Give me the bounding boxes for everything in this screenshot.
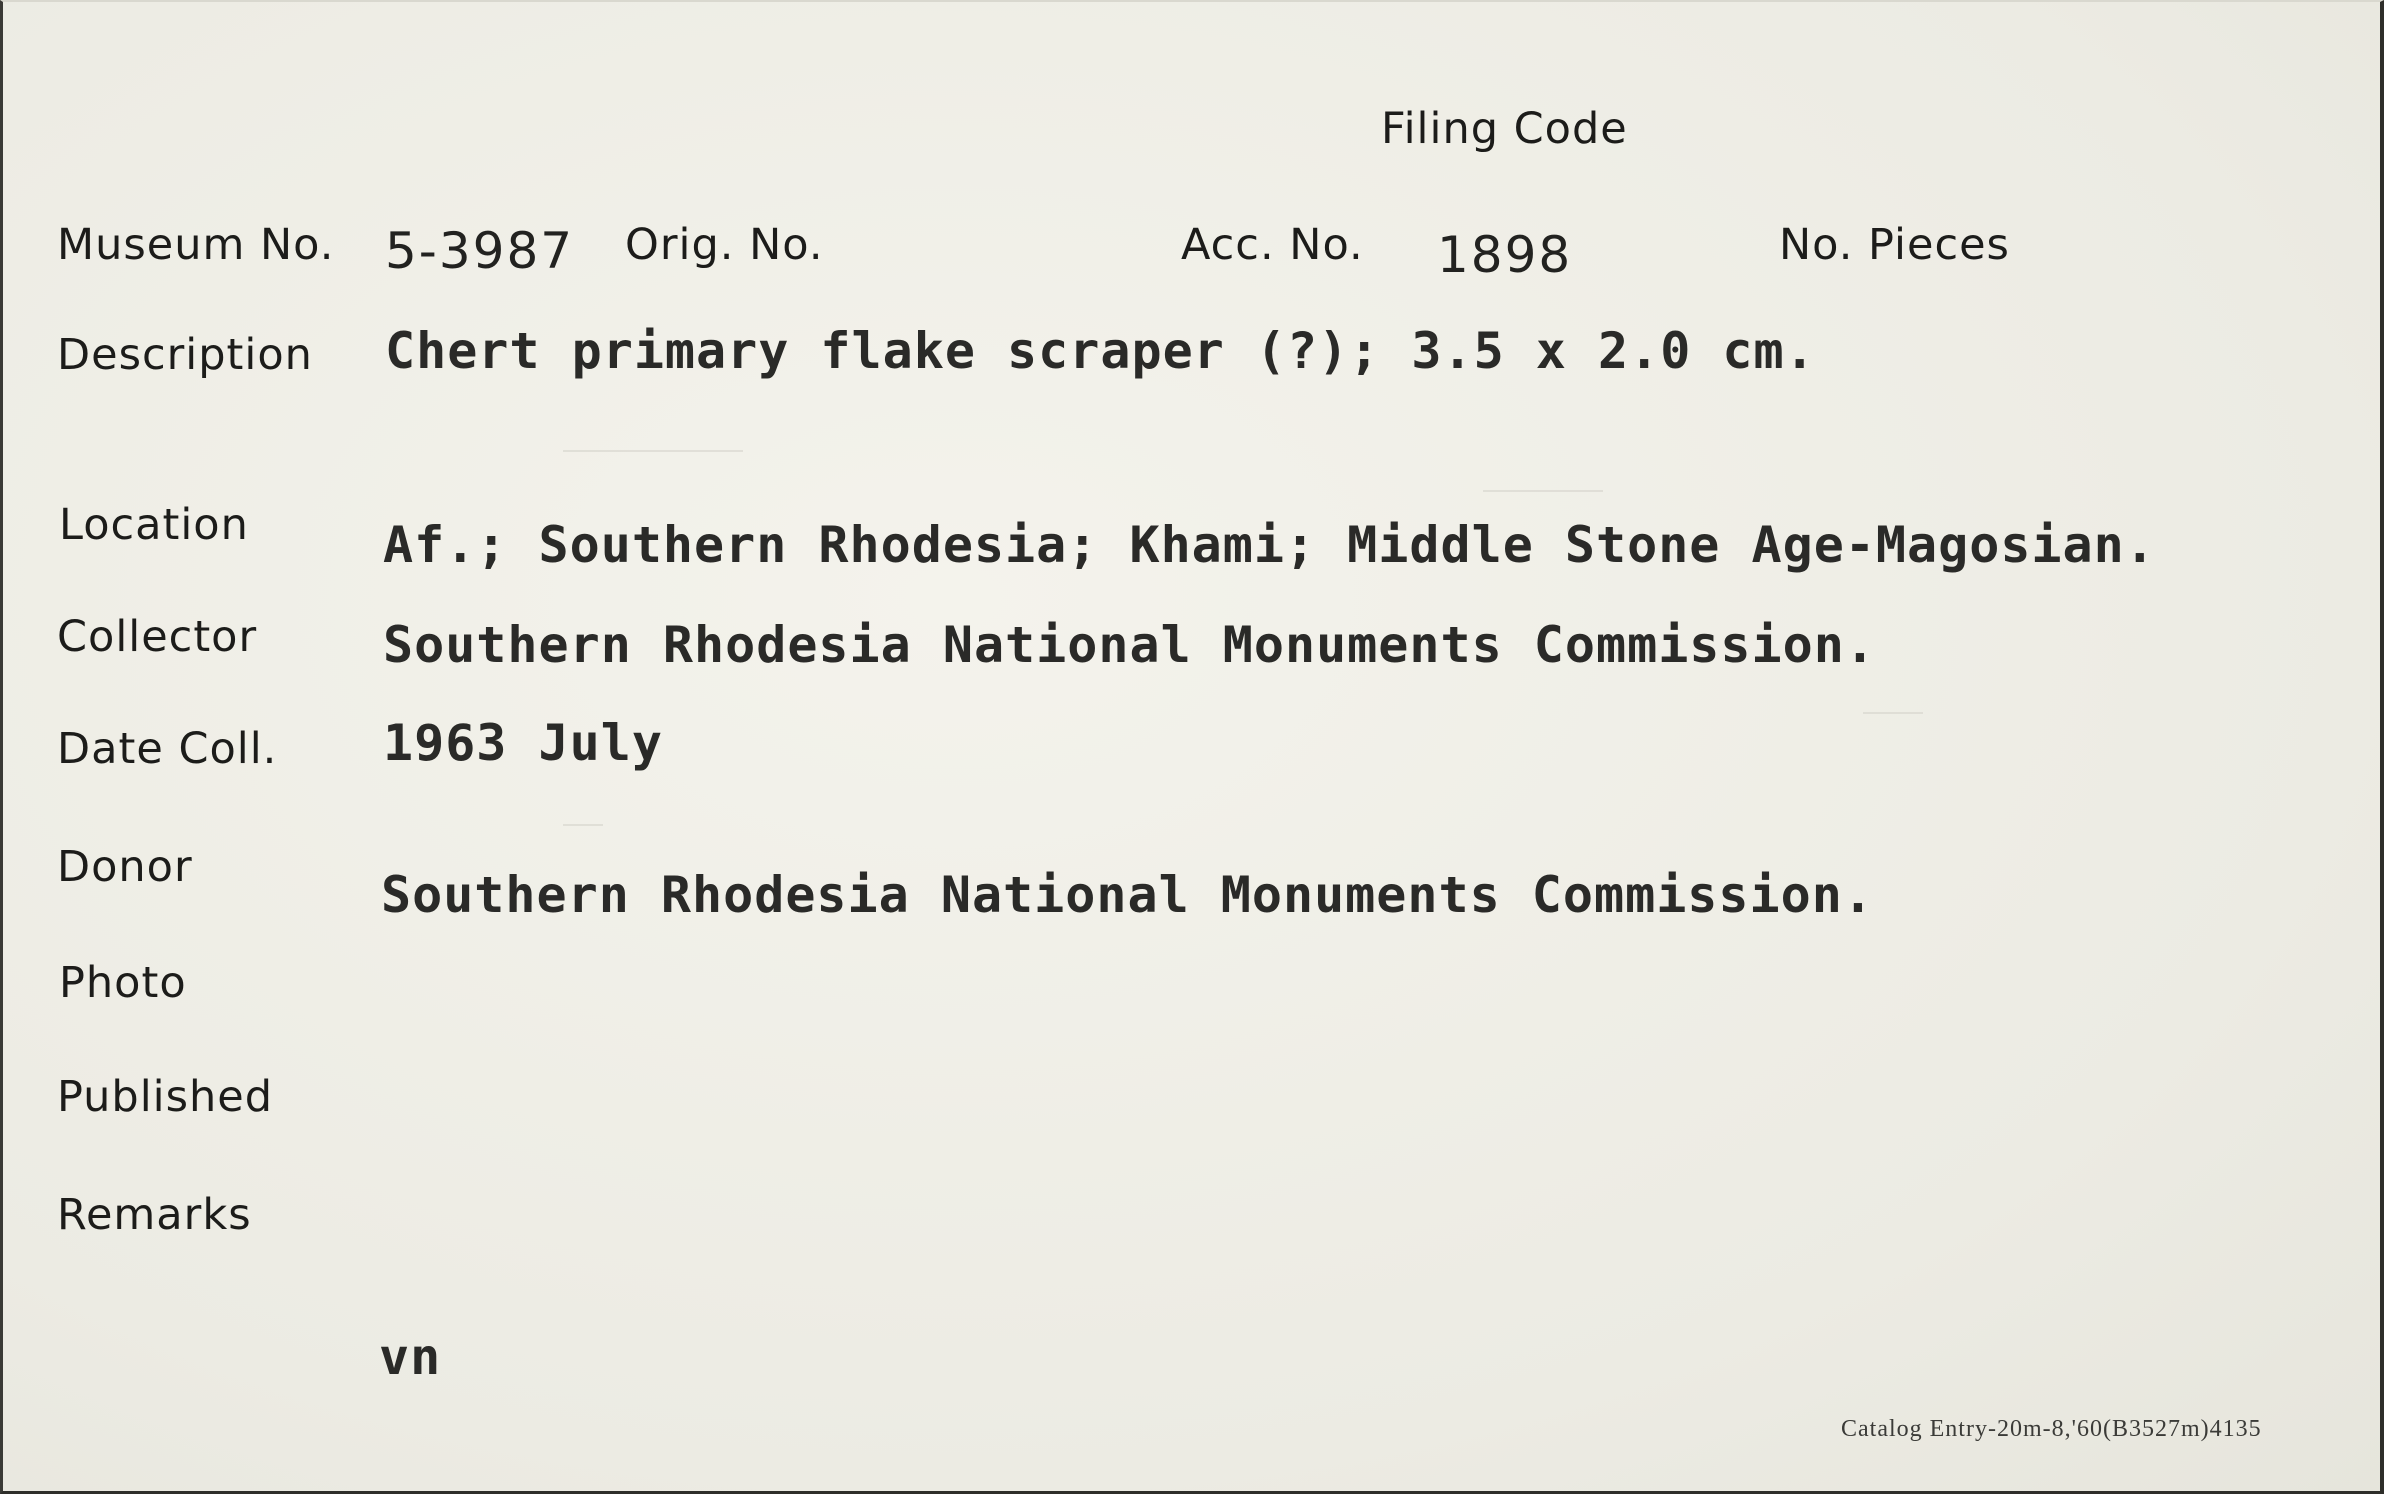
published-label: Published [57,1072,274,1122]
collector-value: Southern Rhodesia National Monuments Commission. [383,616,1876,674]
filing-code-label: Filing Code [1381,104,1628,154]
location-label: Location [59,500,249,550]
paper-scratch [563,824,603,826]
donor-value: Southern Rhodesia National Monuments Commission. [381,866,1874,924]
catalog-footer: Catalog Entry-20m-8,'60(B3527m)4135 [1841,1416,2262,1442]
remarks-label: Remarks [57,1190,252,1240]
description-label: Description [57,330,313,380]
collector-label: Collector [57,612,258,662]
paper-scratch [1483,490,1603,492]
orig-no-label: Orig. No. [625,220,824,270]
acc-no-value: 1898 [1437,226,1573,284]
date-coll-label: Date Coll. [57,724,278,774]
donor-label: Donor [57,842,193,892]
paper-scratch [563,450,743,452]
description-value: Chert primary flake scraper (?); 3.5 x 2.0 cm. [385,322,1816,380]
museum-no-label: Museum No. [57,220,335,270]
no-pieces-label: No. Pieces [1779,220,2010,270]
acc-no-label: Acc. No. [1181,220,1364,270]
photo-label: Photo [59,958,187,1008]
location-value: Af.; Southern Rhodesia; Khami; Middle Stone Age-Magosian. [383,516,2156,574]
museum-no-value: 5-3987 [385,222,575,280]
initials: vn [379,1328,442,1386]
date-coll-value: 1963 July [383,714,663,772]
paper-scratch [1863,712,1923,714]
